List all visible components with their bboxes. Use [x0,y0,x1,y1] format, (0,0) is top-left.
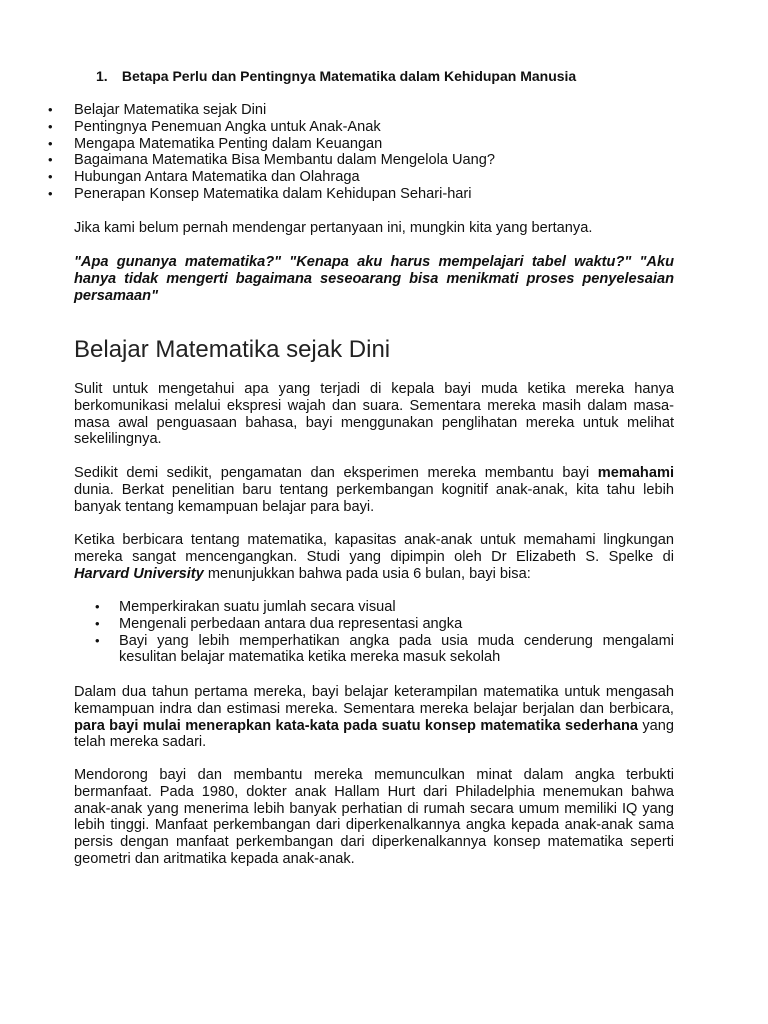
paragraph-5: Mendorong bayi dan membantu mereka memunculkan minat dalam angka terbukti bermanfaat. Pada 1980, dokter anak Hallam Hurt dari Philadelphia menemukan bahwa anak-anak yang menerima lebih banyak perhatian di rumah secara umum memiliki IQ yang lebih tinggi. Manfaat perkembangan dari diperkenalkannya angka kepada anak-anak sama persis dengan manfaat perkembangan dari diperkenalkannya konsep matematika seperti geometri dan aritmatika kepada anak-anak. [74,767,674,867]
topic-item: • Hubungan Antara Matematika dan Olahraga [48,169,495,186]
numbered-heading [96,68,576,84]
quote-paragraph: "Apa gunanya matematika?" "Kenapa aku harus mempelajari tabel waktu?" "Aku hanya tidak mengerti bagaimana seseoarang bisa menikmati proses penyelesaian persamaan" [74,254,674,304]
topic-item: • Belajar Matematika sejak Dini [48,102,495,119]
paragraph-4-text: yang telah mereka sadari. [74,717,674,751]
heading-number: 1. [96,68,108,84]
topic-item: • Penerapan Konsep Matematika dalam Kehidupan Sehari-hari [48,186,495,203]
ability-item: • Bayi yang lebih memperhatikan angka pada usia muda cenderung mengalami kesulitan belajar matematika ketika mereka masuk sekolah [95,633,674,667]
paragraph-3-emphasis: Harvard University [74,565,204,582]
section-title: Belajar Matematika sejak Dini [74,336,391,363]
paragraph-4-bold: para bayi mulai menerapkan kata-kata pada suatu konsep matematika sederhana [74,717,638,734]
paragraph-2-text: Sedikit demi sedikit, pengamatan dan eksperimen mereka membantu bayi [74,465,598,481]
topic-item: • Pentingnya Penemuan Angka untuk Anak-Anak [48,119,495,136]
paragraph-2 [74,465,674,515]
ability-item: • Memperkirakan suatu jumlah secara visual [95,599,674,616]
topic-item: • Mengapa Matematika Penting dalam Keuangan [48,136,495,153]
heading-title: Betapa Perlu dan Pentingnya Matematika dalam Kehidupan Manusia [121,68,577,84]
paragraph-4-text: Dalam dua tahun pertama mereka, bayi belajar keterampilan matematika untuk mengasah kemampuan indra dan estimasi mereka. Sementara mereka belajar berjalan dan berbicara, [74,684,674,717]
ability-item: • Mengenali perbedaan antara dua representasi angka [95,616,674,633]
topic-item: • Bagaimana Matematika Bisa Membantu dalam Mengelola Uang? [48,152,495,169]
paragraph-2-bold: memahami [597,465,674,481]
paragraph-3 [74,532,674,582]
paragraph-1: Sulit untuk mengetahui apa yang terjadi di kepala bayi muda ketika mereka hanya berkomunikasi melalui ekspresi wajah dan suara. Sementara mereka masih dalam masa-masa awal penguasaan bahasa, bayi menggunakan penglihatan mereka untuk melihat sekelilingnya. [74,381,674,448]
topic-list [48,102,495,203]
paragraph-2-text: dunia. Berkat penelitian baru tentang perkembangan kognitif anak-anak, kita tahu lebih banyak tentang kemampuan belajar para bayi. [74,481,674,515]
paragraph-4 [74,684,674,751]
paragraph-3-text: menunjukkan bahwa pada usia 6 bulan, bayi bisa: [203,565,531,582]
intro-paragraph: Jika kami belum pernah mendengar pertanyaan ini, mungkin kita yang bertanya. [74,220,593,236]
paragraph-3-text: Ketika berbicara tentang matematika, kapasitas anak-anak untuk memahami lingkungan mereka sangat mencengangkan. Studi yang dipimpin oleh Dr Elizabeth S. Spelke di [74,532,674,565]
ability-list [95,599,674,666]
